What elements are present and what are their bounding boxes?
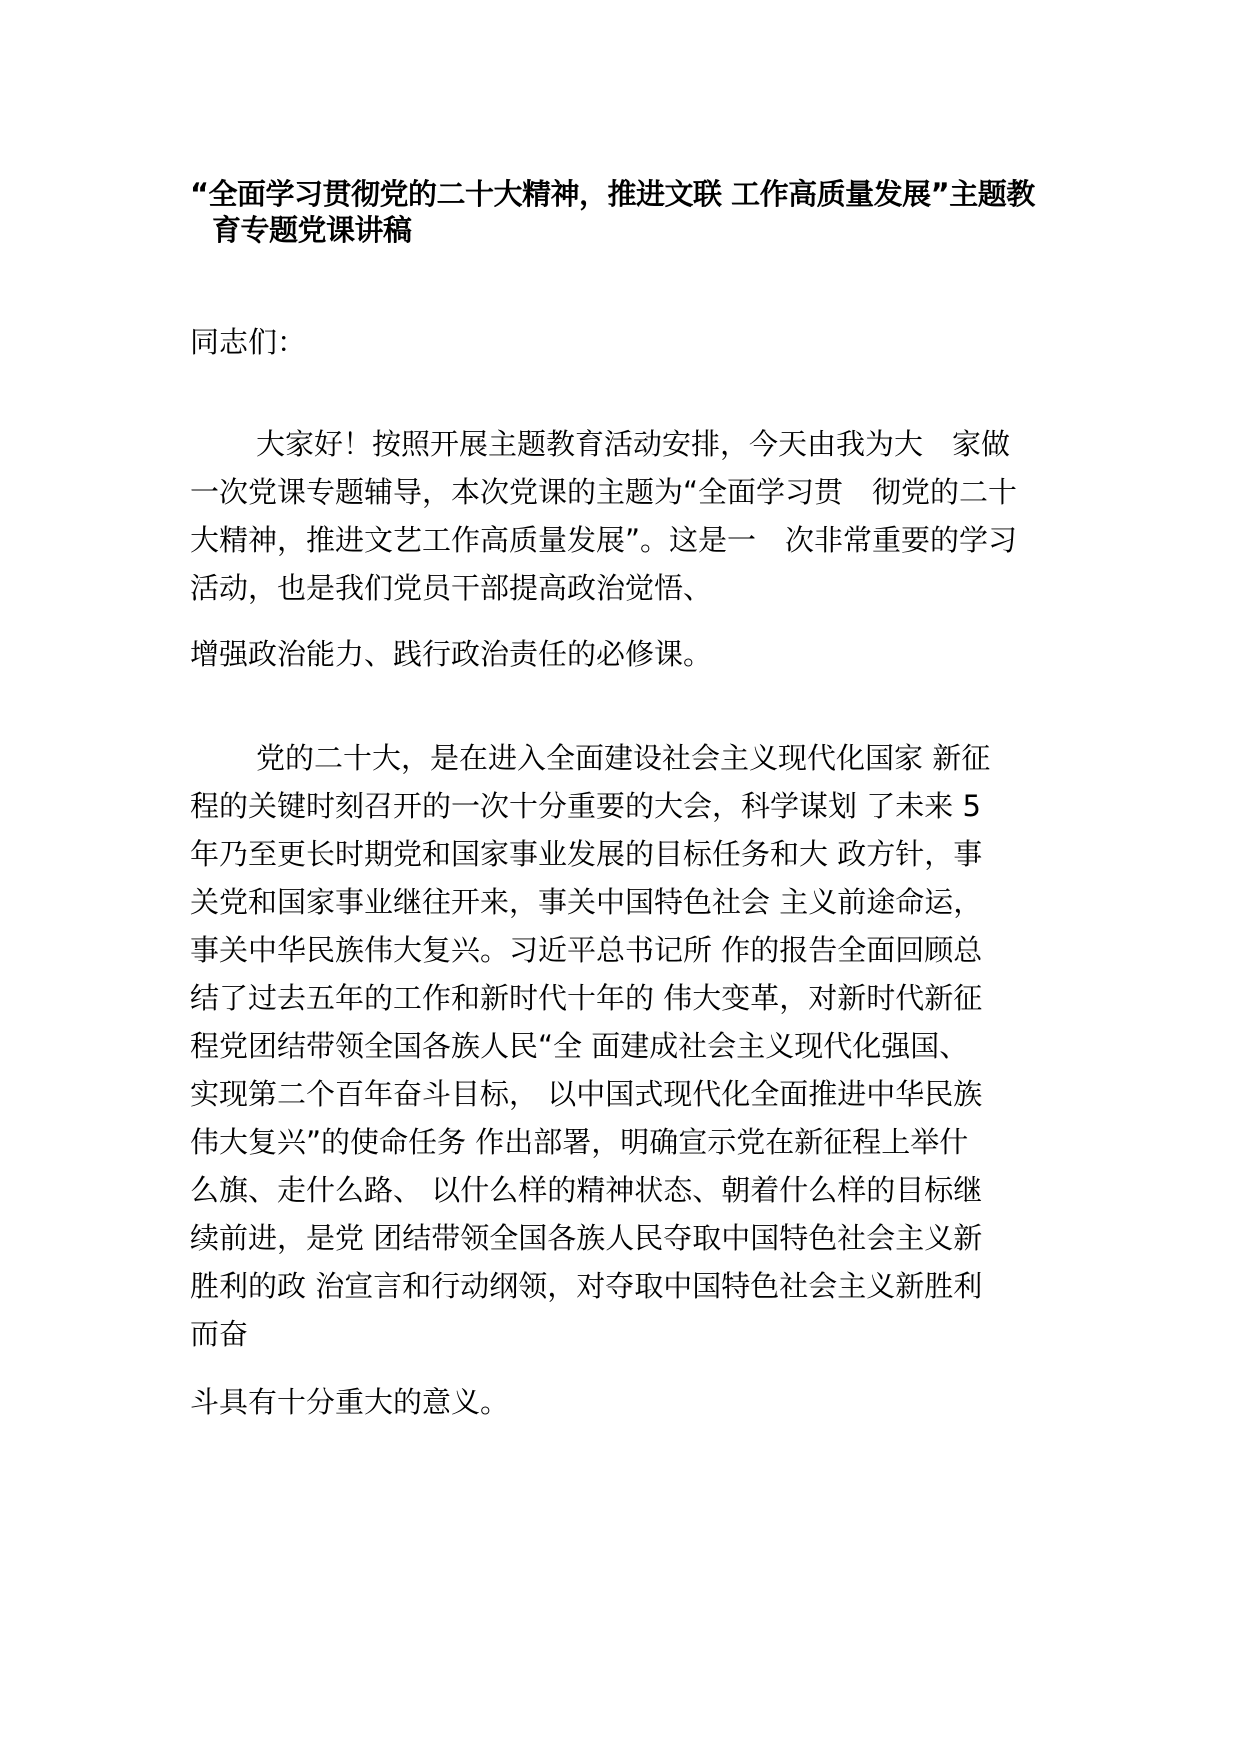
title-line: “全面学习贯彻党的二十大精神，推进文联 工作高质量发展”主题教 [190, 177, 1035, 211]
paragraph-2-tail: 斗具有十分重大的意义。 [190, 1385, 510, 1419]
paragraph-line: 党的二十大，是在进入全面建设社会主义现代化国家 新征 [256, 741, 991, 775]
paragraph-line: 续前进，是党 团结带领全国各族人民夺取中国特色社会主义新 [190, 1221, 983, 1255]
paragraph-line: 事关中华民族伟大复兴。习近平总书记所 作的报告全面回顾总 [190, 933, 983, 967]
paragraph-line: 程党团结带领全国各族人民“全 面建成社会主义现代化强国、 [190, 1029, 969, 1063]
paragraph-line: 一次党课专题辅导，本次党课的主题为“全面学习贯 彻党的二十 [190, 475, 1018, 509]
paragraph-line: 程的关键时刻召开的一次十分重要的大会，科学谋划 了未来 5 [190, 789, 981, 823]
paragraph-line: 年乃至更长时期党和国家事业发展的目标任务和大 政方针，事 [190, 837, 983, 871]
paragraph-line: 伟大复兴”的使命任务 作出部署，明确宣示党在新征程上举什 [190, 1125, 969, 1159]
paragraph-line: 大家好！按照开展主题教育活动安排，今天由我为大 家做 [256, 427, 1011, 461]
document-title [190, 176, 1070, 248]
paragraph-line: 而奋 [190, 1317, 249, 1351]
paragraph-line: 活动，也是我们党员干部提高政治觉悟、 [190, 571, 713, 605]
paragraph-line: 实现第二个百年奋斗目标， 以中国式现代化全面推进中华民族 [190, 1077, 983, 1111]
paragraph-1-tail: 增强政治能力、践行政治责任的必修课。 [190, 637, 713, 671]
paragraph-1 [190, 420, 1090, 612]
paragraph-line: 胜利的政 治宣言和行动纲领，对夺取中国特色社会主义新胜利 [190, 1269, 983, 1303]
greeting: 同志们： [190, 325, 307, 359]
paragraph-2 [190, 734, 1090, 1358]
paragraph-line: 关党和国家事业继往开来，事关中国特色社会 主义前途命运， [190, 885, 983, 919]
title-line: 育专题党课讲稿 [212, 213, 412, 247]
paragraph-line: 大精神，推进文艺工作高质量发展”。这是一 次非常重要的学习 [190, 523, 1018, 557]
paragraph-line: 么旗、走什么路、 以什么样的精神状态、朝着什么样的目标继 [190, 1173, 983, 1207]
paragraph-line: 结了过去五年的工作和新时代十年的 伟大变革，对新时代新征 [190, 981, 983, 1015]
